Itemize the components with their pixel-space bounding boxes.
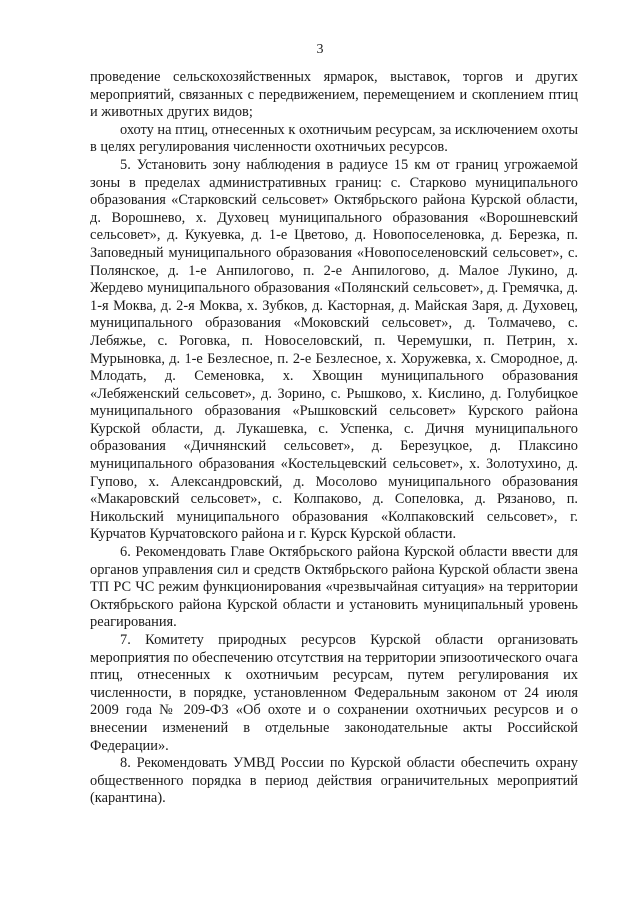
paragraph-fairs-restriction: проведение сельскохозяйственных ярмарок, выставок, торгов и других мероприятий, связанных с передвижением, перемещением и скоплением птиц и животных других видов;	[90, 69, 578, 121]
paragraph-hunting-restriction: охоту на птиц, отнесенных к охотничьим ресурсам, за исключением охоты в целях регулирования численности охотничьих ресурсов.	[90, 121, 578, 156]
paragraph-police-order: 8. Рекомендовать УМВД России по Курской области обеспечить охрану общественного порядка в период действия ограничительных мероприятий (карантина).	[90, 755, 578, 807]
paragraph-emergency-regime: 6. Рекомендовать Главе Октябрьского района Курской области ввести для органов управления сил и средств Октябрьского района Курской области звена ТП РС ЧС режим функционирования «чрезвычайная ситуация» на территории Октябрьского района Курской области и установить муниципальный уровень реагирования.	[90, 544, 578, 631]
paragraph-observation-zone: 5. Установить зону наблюдения в радиусе 15 км от границ угрожаемой зоны в пределах административных границ: с. Старково муниципального образования «Старковский сельсовет» Октябрьского района Курской области, д. Ворошнево, х. Духовец муниципального образования «Ворошневский сельсовет», д. Кукуевка, д. 1-е Цветово, д. Новопоселеновка, д. Березка, п. Заповедный муниципального образования «Новопоселеновский сельсовет», с. Полянское, д. 1-е Анпилогово, п. 2-е Анпилогово, д. Малое Лукино, д. Жердево муниципального образования «Полянский сельсовет», д. Гремячка, д. 1-я Моква, д. 2-я Моква, х. Зубков, д. Касторная, д. Майская Заря, д. Духовец, муниципального образования «Моковский сельсовет», д. Толмачево, с. Лебяжье, с. Роговка, п. Новоселовский, п. Черемушки, п. Петрин, х. Мурыновка, д. 1-е Безлесное, п. 2-е Безлесное, х. Хоружевка, х. Смородное, д. Млодать, д. Семеновка, х. Хвощин муниципального образования «Лебяженский сельсовет», д. Зорино, с. Рышково, х. Кислино, д. Голубицкое муниципального образования «Рышковский сельсовет» Курского района Курской области, д. Лукашевка, с. Успенка, с. Дичня муниципального образования «Дичнянский сельсовет», д. Березуцкое, д. Плаксино муниципального образования «Костельцевский сельсовет», х. Золотухино, д. Гупово, х. Александровский, д. Мосолово муниципального образования «Макаровский сельсовет», с. Колпаково, д. Сопеловка, д. Рязаново, п. Никольский муниципального образования «Колпаковский сельсовет», г. Курчатов Курчатовского района и г. Курск Курской области.	[90, 156, 578, 543]
document-body	[90, 69, 578, 808]
paragraph-natural-resources-committee: 7. Комитету природных ресурсов Курской области организовать мероприятия по обеспечению отсутствия на территории эпизоотического очага птиц, отнесенных к охотничьим ресурсам, путем регулирования их численности, в порядке, установленном Федеральным законом от 24 июля 2009 года № 209-ФЗ «Об охоте и о сохранении охотничьих ресурсов и о внесении изменений в отдельные законодательные акты Российской Федерации».	[90, 632, 578, 754]
page-number: 3	[316, 42, 324, 57]
